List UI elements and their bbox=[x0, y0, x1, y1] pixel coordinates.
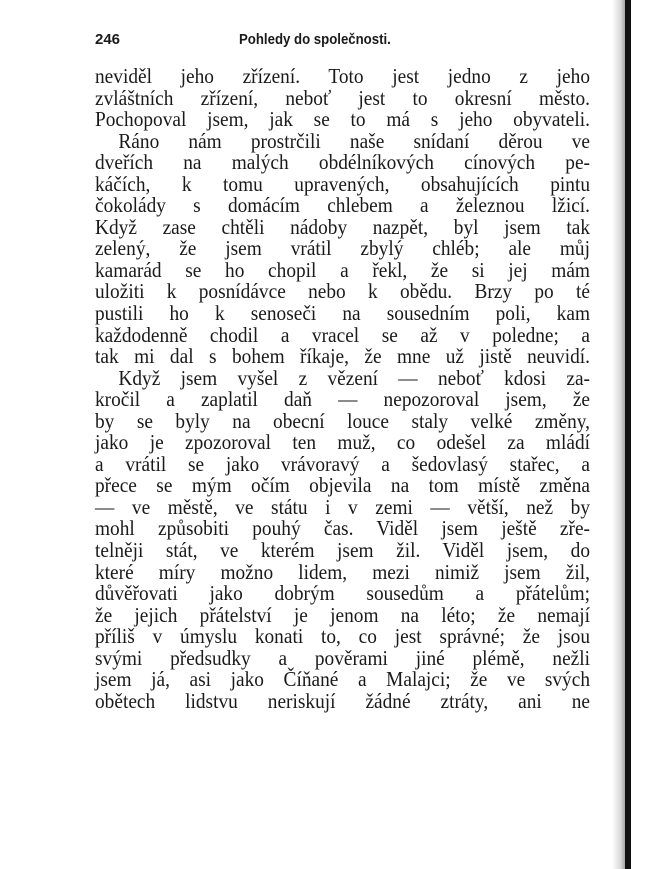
text-line: káčích, k tomu upravených, obsahujících pintu bbox=[95, 171, 590, 196]
text-line: Pochopoval jsem, jak se to má s jeho obyvateli. bbox=[95, 107, 590, 132]
text-line: příliš v úmyslu konati to, co jest správné; že jsou bbox=[95, 624, 590, 649]
page-header bbox=[95, 29, 595, 51]
text-line: obětech lidstvu neriskují žádné ztráty, ani ne bbox=[95, 688, 590, 713]
running-title: Pohledy do společnosti. bbox=[239, 31, 391, 48]
text-line: zelený, že jsem vrátil zbylý chléb; ale můj bbox=[95, 236, 590, 261]
text-line: jsem já, asi jako Číňané a Malajci; že ve svých bbox=[95, 667, 590, 692]
paragraph-start-line: Ráno nám prostrčili naše snídaní děrou ve bbox=[118, 128, 591, 153]
text-line: a vrátil se jako vrávoravý a šedovlasý stařec, a bbox=[95, 451, 590, 476]
text-line: uložiti k posnídávce nebo k obědu. Brzy po té bbox=[95, 279, 590, 304]
text-line: dveřích na malých obdélníkových cínových pe- bbox=[95, 150, 590, 175]
text-line: neviděl jeho zřízení. Toto jest jedno z jeho bbox=[95, 64, 590, 88]
text-line: zvláštních zřízení, neboť jest to okresní město. bbox=[95, 85, 590, 110]
text-line: čokolády s domácím chlebem a železnou lžicí. bbox=[95, 193, 590, 218]
text-line: jako je zpozoroval ten muž, co odešel za mládí bbox=[95, 430, 590, 455]
text-line: pustili ho k senoseči na sousedním poli, kam bbox=[95, 301, 590, 326]
text-line: přece se mým očím objevila na tom místě změna bbox=[95, 473, 590, 498]
text-line: svými předsudky a pověrami jiné plémě, nežli bbox=[95, 645, 590, 670]
body-text bbox=[95, 66, 590, 712]
text-line: mohl způsobiti pouhý čas. Viděl jsem ještě zře- bbox=[95, 516, 590, 541]
text-line: tak mi dal s bohem říkaje, že mne už jistě neuvidí. bbox=[95, 344, 590, 369]
text-line: telněji stát, ve kterém jsem žil. Viděl jsem, do bbox=[95, 538, 590, 563]
text-line: které míry možno lidem, mezi nimiž jsem žil, bbox=[95, 559, 590, 584]
page-edge-shadow bbox=[612, 0, 626, 869]
text-line: kamarád se ho chopil a řekl, že si jej mám bbox=[95, 257, 590, 282]
text-line: že jejich přátelství je jenom na léto; že nemají bbox=[95, 602, 590, 627]
text-line: Když zase chtěli nádoby nazpět, byl jsem tak bbox=[95, 214, 590, 239]
page-number: 246 bbox=[95, 31, 121, 48]
paragraph-start-line: Když jsem vyšel z vězení — neboť kdosi za- bbox=[118, 365, 591, 390]
book-spine-edge bbox=[625, 0, 631, 869]
text-line: důvěřovati jako dobrým sousedům a přátelům; bbox=[95, 581, 590, 606]
text-line: kročil a zaplatil daň — nepozoroval jsem, že bbox=[95, 387, 590, 412]
text-line: — ve městě, ve státu i v zemi — větší, než by bbox=[95, 494, 590, 519]
text-line: by se byly na obecní louce staly velké změny, bbox=[95, 408, 590, 433]
text-line: každodenně chodil a vracel se až v poledne; a bbox=[95, 322, 590, 347]
